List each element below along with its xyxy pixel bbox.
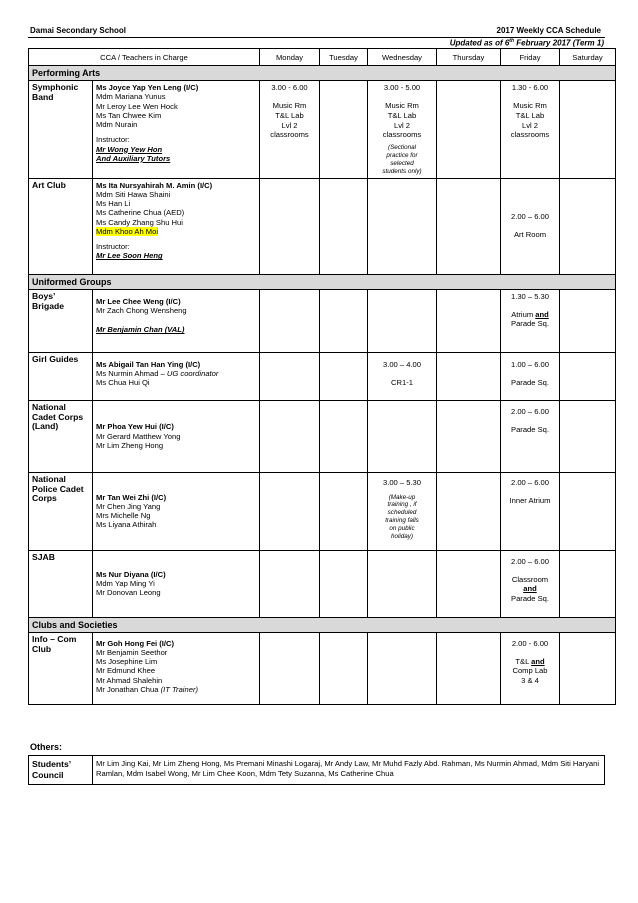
slot-friday: 1.00 – 6.00 Parade Sq. xyxy=(501,352,560,400)
slot-saturday xyxy=(560,472,616,550)
slot-saturday xyxy=(560,550,616,617)
cca-name: Boys’ Brigade xyxy=(29,289,93,352)
slot-monday xyxy=(260,550,320,617)
col-cca: CCA / Teachers in Charge xyxy=(29,49,260,66)
slot-tuesday xyxy=(320,472,368,550)
slot-monday xyxy=(260,289,320,352)
schedule-table xyxy=(28,48,616,705)
slot-thursday xyxy=(437,550,501,617)
table-row xyxy=(29,632,616,704)
teachers-cell: Mr Phoa Yew Hui (I/C) Mr Gerard Matthew Yong Mr Lim Zheng Hong xyxy=(93,400,260,472)
table-row xyxy=(29,81,616,179)
slot-wednesday xyxy=(368,289,437,352)
slot-saturday xyxy=(560,81,616,179)
slot-friday: 2.00 – 6.00 Art Room xyxy=(501,178,560,274)
cca-name: National Cadet Corps (Land) xyxy=(29,400,93,472)
slot-friday: 2.00 – 6.00 Inner Atrium xyxy=(501,472,560,550)
slot-wednesday xyxy=(368,550,437,617)
section-performing-arts: Performing Arts xyxy=(29,66,616,81)
table-row xyxy=(29,178,616,274)
slot-friday: 1.30 - 6.00 Music Rm T&L Lab Lvl 2 classrooms xyxy=(501,81,560,179)
slot-tuesday xyxy=(320,632,368,704)
teachers-cell: Mr Tan Wei Zhi (I/C) Mr Chen Jing Yang Mrs Michelle Ng Ms Liyana Athirah xyxy=(93,472,260,550)
col-saturday: Saturday xyxy=(560,49,616,66)
table-row xyxy=(29,550,616,617)
table-row xyxy=(29,400,616,472)
teachers-cell: Mr Goh Hong Fei (I/C) Mr Benjamin Seethor Ms Josephine Lim Mr Edmund Khee Mr Ahmad Shalehin Mr Jonathan Chua (IT Trainer) xyxy=(93,632,260,704)
highlighted-teacher: Mdm Khoo Ah Moi xyxy=(96,226,159,236)
slot-thursday xyxy=(437,178,501,274)
section-row xyxy=(29,66,616,81)
slot-saturday xyxy=(560,289,616,352)
cca-name: Info – Com Club xyxy=(29,632,93,704)
slot-monday xyxy=(260,178,320,274)
col-monday: Monday xyxy=(260,49,320,66)
slot-saturday xyxy=(560,352,616,400)
slot-monday xyxy=(260,472,320,550)
slot-friday: 2.00 - 6.00 T&L and Comp Lab 3 & 4 xyxy=(501,632,560,704)
cca-name: SJAB xyxy=(29,550,93,617)
slot-thursday xyxy=(437,472,501,550)
slot-thursday xyxy=(437,400,501,472)
slot-wednesday xyxy=(368,178,437,274)
cca-name: Symphonic Band xyxy=(29,81,93,179)
col-wednesday: Wednesday xyxy=(368,49,437,66)
cca-name: National Police Cadet Corps xyxy=(29,472,93,550)
slot-friday: 1.30 – 5.30 Atrium and Parade Sq. xyxy=(501,289,560,352)
slot-tuesday xyxy=(320,550,368,617)
cca-name: Art Club xyxy=(29,178,93,274)
teachers-cell: Ms Joyce Yap Yen Leng (I/C) Mdm Mariana Yunus Mr Leroy Lee Wen Hock Ms Tan Chwee Kim Mdm Nurain Instructor: Mr Wong Yew Hon And Auxiliary Tutors xyxy=(93,81,260,179)
slot-tuesday xyxy=(320,400,368,472)
table-row xyxy=(29,289,616,352)
updated-note: Updated as of 6th February 2017 (Term 1) xyxy=(449,38,604,48)
section-row xyxy=(29,617,616,632)
others-table xyxy=(28,755,605,785)
slot-saturday xyxy=(560,400,616,472)
slot-thursday xyxy=(437,352,501,400)
teachers-cell: Ms Abigail Tan Han Ying (I/C) Ms Nurmin Ahmad – UG coordinator Ms Chua Hui Qi xyxy=(93,352,260,400)
table-row xyxy=(29,756,605,785)
section-clubs-societies: Clubs and Societies xyxy=(29,617,616,632)
slot-friday: 2.00 – 6.00 Parade Sq. xyxy=(501,400,560,472)
slot-wednesday xyxy=(368,632,437,704)
slot-tuesday xyxy=(320,289,368,352)
col-friday: Friday xyxy=(501,49,560,66)
col-tuesday: Tuesday xyxy=(320,49,368,66)
council-members: Mr Lim Jing Kai, Mr Lim Zheng Hong, Ms Premani Minashi Logaraj, Mr Andy Law, Mr Muhd Fazly Abd. Rahman, Ms Nurmin Ahmad, Mdm Siti Haryani Ramlan, Mdm Isabel Wong, Mr Lim Chee Koon, Mdm Tety Suzanna, Ms Catherine Chua xyxy=(93,756,605,785)
slot-wednesday: 3.00 – 4.00 CR1-1 xyxy=(368,352,437,400)
document-title: 2017 Weekly CCA Schedule xyxy=(496,26,601,35)
slot-saturday xyxy=(560,632,616,704)
others-heading: Others: xyxy=(30,742,63,752)
slot-wednesday: 3.00 – 5.30 (Make-up training , if scheduled training falls on public holiday) xyxy=(368,472,437,550)
school-name: Damai Secondary School xyxy=(30,26,127,35)
teachers-cell: Ms Ita Nursyahirah M. Amin (I/C) Mdm Siti Hawa Shaini Ms Han Li Ms Catherine Chua (AED) Ms Candy Zhang Shu Hui Mdm Khoo Ah Moi Instructor: Mr Lee Soon Heng xyxy=(93,178,260,274)
slot-monday xyxy=(260,400,320,472)
slot-thursday xyxy=(437,632,501,704)
column-header-row xyxy=(29,49,616,66)
table-row xyxy=(29,352,616,400)
slot-thursday xyxy=(437,289,501,352)
slot-monday: 3.00 - 6.00 Music Rm T&L Lab Lvl 2 classrooms xyxy=(260,81,320,179)
slot-tuesday xyxy=(320,352,368,400)
slot-friday: 2.00 – 6.00 Classroom and Parade Sq. xyxy=(501,550,560,617)
cca-name: Girl Guides xyxy=(29,352,93,400)
section-row xyxy=(29,274,616,289)
slot-saturday xyxy=(560,178,616,274)
cca-name: Students’ Council xyxy=(29,756,93,785)
slot-tuesday xyxy=(320,81,368,179)
teachers-cell: Mr Lee Chee Weng (I/C) Mr Zach Chong Wensheng Mr Benjamin Chan (VAL) xyxy=(93,289,260,352)
slot-wednesday xyxy=(368,400,437,472)
slot-tuesday xyxy=(320,178,368,274)
teachers-cell: Ms Nur Diyana (I/C) Mdm Yap Ming Yi Mr Donovan Leong xyxy=(93,550,260,617)
slot-thursday xyxy=(437,81,501,179)
col-thursday: Thursday xyxy=(437,49,501,66)
slot-monday xyxy=(260,632,320,704)
slot-monday xyxy=(260,352,320,400)
section-uniformed-groups: Uniformed Groups xyxy=(29,274,616,289)
table-row xyxy=(29,472,616,550)
slot-wednesday: 3.00 - 5.00 Music Rm T&L Lab Lvl 2 classrooms (Sectional practice for selected students only) xyxy=(368,81,437,179)
